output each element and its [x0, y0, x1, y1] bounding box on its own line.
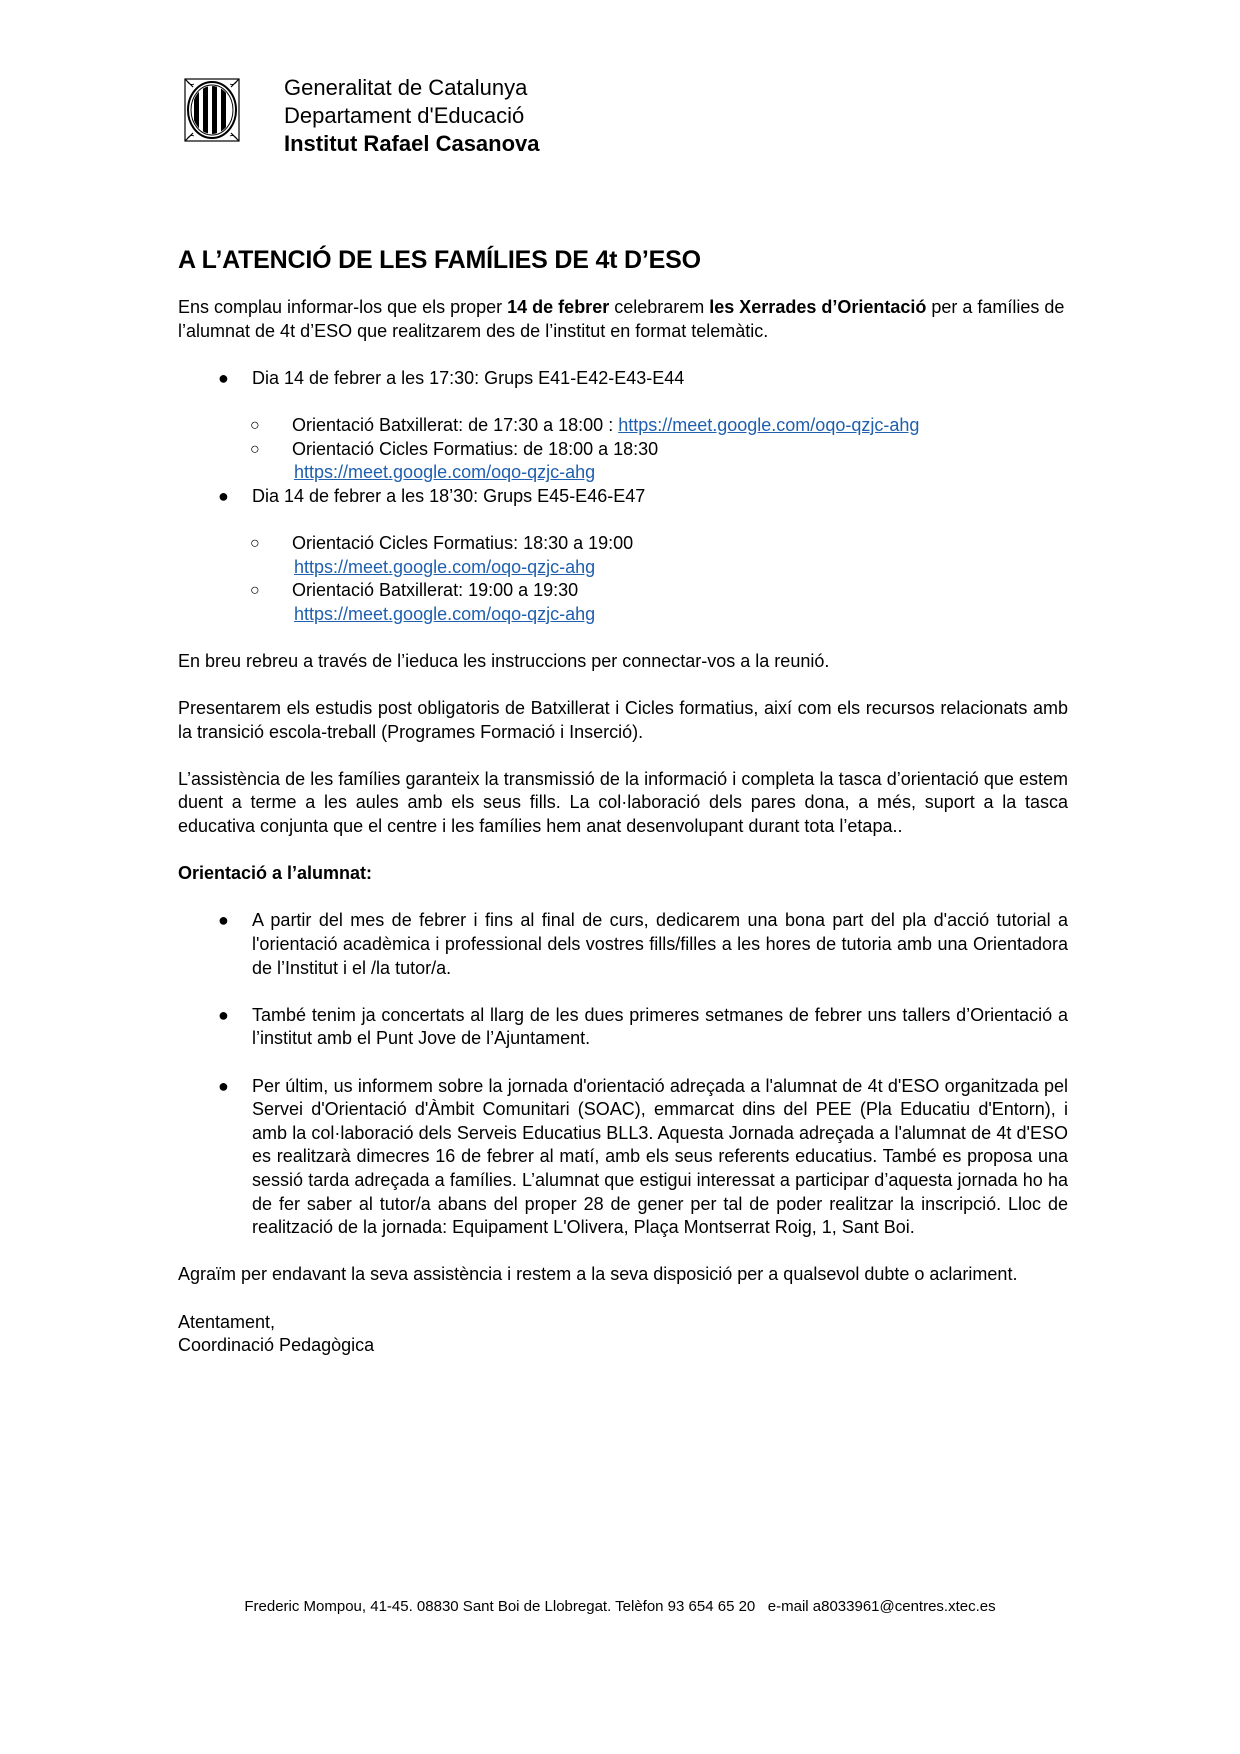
session-subitem [250, 414, 1068, 438]
instructions-paragraph: En breu rebreu a través de l’ieduca les instruccions per connectar-vos a la reunió. [178, 650, 830, 671]
session-label: Dia 14 de febrer a les 17:30: Grups E41-E42-E43-E44 [252, 367, 685, 388]
header-department: Departament d'Educació [284, 103, 525, 128]
session-sublist [250, 532, 1068, 626]
list-item-text: Per últim, us informem sobre la jornada d'orientació adreçada a l'alumnat de 4t d'ESO organitzada pel Servei d'Orientació d'Àmbit Comunitari (SOAC), emmarcat dins del PEE (Pla Educatiu d'Entorn), i amb la col·laboració dels Serveis Educatius BLL3. Aquesta Jornada adreçada a l'alumnat de 4t d'ESO es realitzarà dimecres 16 de febrer al matí, amb els seus referents educatius. També es proposa una sessió tarda adreçada a famílies. L’alumnat que estigui interessat a participar d’aquesta jornada ho ha de fer saber al tutor/a abans del proper 28 de gener per tal de poder realitzar la inscripció. Lloc de realització de la jornada: Equipament L'Olivera, Plaça Montserrat Roig, 1, Sant Boi. [252, 1075, 1068, 1238]
session-item [178, 367, 1068, 485]
circle-bullet-icon: ○ [250, 582, 260, 600]
session-subitem [250, 438, 1068, 485]
list-item-text: També tenim ja concertats al llarg de les dues primeres setmanes de febrer uns tallers d’Orientació a l’institut amb el Punt Jove de l’Ajuntament. [252, 1004, 1068, 1049]
bullet-icon: ● [218, 910, 229, 931]
circle-bullet-icon: ○ [250, 440, 260, 458]
bullet-icon: ● [218, 367, 229, 388]
footer-contact: Frederic Mompou, 41-45. 08830 Sant Boi de Llobregat. Telèfon 93 654 65 20 e-mail a8033961@centres.xtec.es [244, 1598, 996, 1615]
thanks-paragraph: Agraïm per endavant la seva assistència i restem a la seva disposició per a qualsevol dubte o aclariment. [178, 1264, 1018, 1285]
intro-paragraph [178, 296, 1068, 343]
bullet-icon: ● [218, 1004, 229, 1025]
circle-bullet-icon: ○ [250, 534, 260, 552]
letter-body [178, 244, 1068, 1358]
salutation: Atentament, [178, 1311, 276, 1332]
subitem-text: Orientació Cicles Formatius: 18:30 a 19:00 [292, 532, 634, 553]
list-item [178, 1075, 1068, 1240]
subitem-text: Orientació Batxillerat: 19:00 a 19:30 [292, 580, 579, 601]
session-subitem [250, 579, 1068, 626]
page-title: A L’ATENCIÓ DE LES FAMÍLIES DE 4t D’ESO [178, 246, 701, 274]
session-item [178, 485, 1068, 627]
meet-link[interactable]: https://meet.google.com/oqo-qzjc-ahg [294, 603, 596, 624]
subitem-text: Orientació Cicles Formatius: de 18:00 a 18:30 [292, 438, 659, 459]
intro-date: 14 de febrer [507, 297, 610, 317]
session-subitem [250, 532, 1068, 579]
session-label: Dia 14 de febrer a les 18’30: Grups E45-E46-E47 [252, 485, 646, 506]
session-sublist [250, 414, 1068, 485]
intro-text-1: Ens complau informar-los que els proper [178, 297, 508, 317]
list-item [178, 1004, 1068, 1051]
intro-text-2: celebrarem [609, 297, 710, 317]
student-section-heading: Orientació a l’alumnat: [178, 863, 373, 884]
generalitat-coat-of-arms-icon [184, 78, 240, 142]
subitem-text: Orientació Batxillerat: de 17:30 a 18:00 : [292, 414, 619, 435]
bullet-icon: ● [218, 1075, 229, 1096]
header-government: Generalitat de Catalunya [284, 75, 528, 100]
attendance-paragraph: L’assistència de les famílies garanteix la transmissió de la informació i completa la tasca d’orientació que estem duent a terme a les aules amb els seus fills. La col·laboració dels pares dona, a més, suport a la tasca educativa conjunta que el centre i les famílies hem anat desenvolupant durant tota l’etapa.. [178, 768, 1068, 837]
list-item [178, 909, 1068, 980]
meet-link[interactable]: https://meet.google.com/oqo-qzjc-ahg [618, 414, 920, 435]
session-list [178, 367, 1068, 627]
intro-text-3: per a famílies de l’alumnat de 4t d’ESO que realitzarem des de l’institut en format telemàtic. [178, 297, 1065, 341]
meet-link[interactable]: https://meet.google.com/oqo-qzjc-ahg [294, 556, 596, 577]
presentation-paragraph: Presentarem els estudis post obligatoris de Batxillerat i Cicles formatius, així com els recursos relacionats amb la transició escola-treball (Programes Formació i Inserció). [178, 698, 1068, 742]
signature: Coordinació Pedagògica [178, 1335, 375, 1356]
header-institution: Institut Rafael Casanova [284, 131, 540, 156]
intro-event: les Xerrades d’Orientació [709, 297, 927, 317]
list-item-text: A partir del mes de febrer i fins al final de curs, dedicarem una bona part del pla d'acció tutorial a l'orientació acadèmica i professional dels vostres fills/filles a les hores de tutoria amb una Orientadora de l’Institut i el /la tutor/a. [252, 910, 1068, 978]
circle-bullet-icon: ○ [250, 416, 260, 434]
meet-link[interactable]: https://meet.google.com/oqo-qzjc-ahg [294, 462, 596, 483]
bullet-icon: ● [218, 485, 229, 506]
student-orientation-list [178, 909, 1068, 1239]
